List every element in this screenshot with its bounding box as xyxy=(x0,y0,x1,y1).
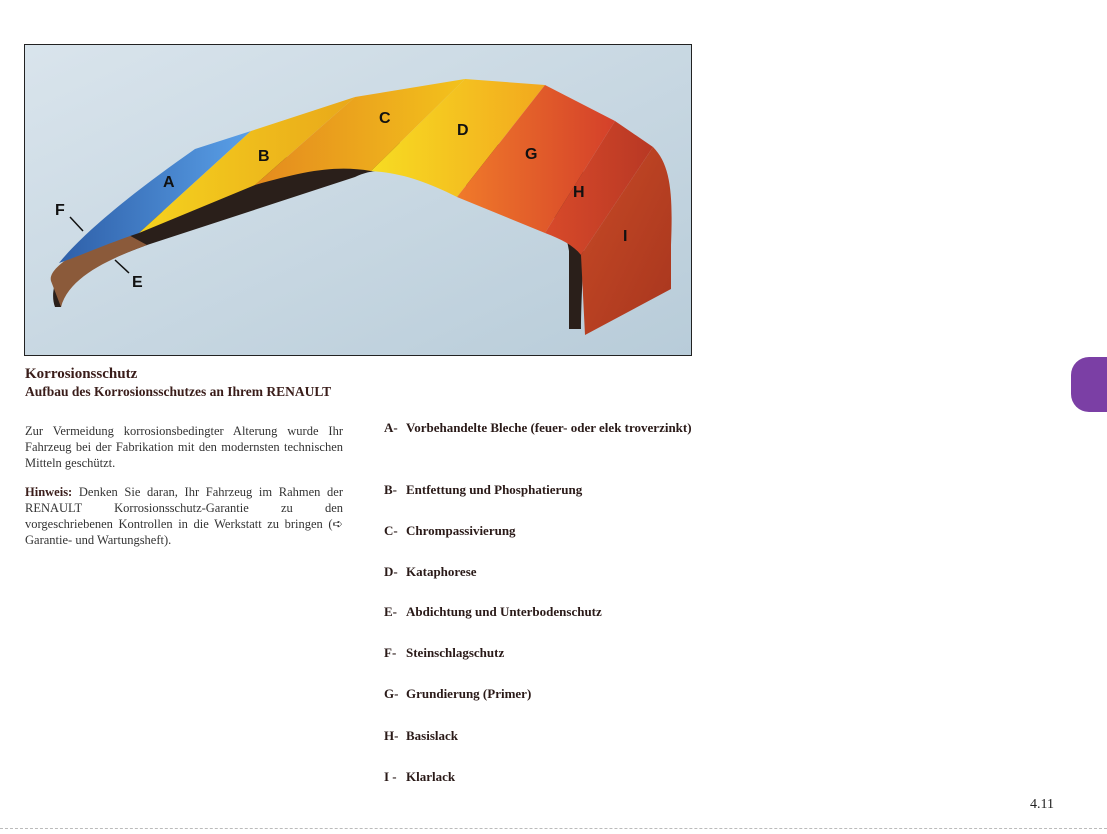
legend-text: Abdichtung und Unterbodenschutz xyxy=(406,604,602,619)
figure-label-d: D xyxy=(457,122,469,139)
legend-item-b xyxy=(384,480,704,500)
figure-label-a: A xyxy=(163,174,175,191)
section-title: Korrosionsschutz xyxy=(25,366,138,382)
legend-key: G- xyxy=(384,686,399,701)
note-paragraph xyxy=(25,484,343,548)
note-body: Denken Sie daran, Ihr Fahrzeug im Rahmen der RENAULT Korrosionsschutz-Garantie zu den vorgeschriebenen Kontrollen in die Werkstatt zu bringen (➪ Garantie- und Wartungsheft). xyxy=(25,485,343,547)
legend-text: Grundierung (Primer) xyxy=(406,686,532,701)
layer-diagram xyxy=(25,45,692,356)
section-tab xyxy=(1071,357,1107,412)
legend-key: B- xyxy=(384,482,397,497)
legend-item-d xyxy=(384,562,704,582)
legend-text: Chrompassivierung xyxy=(406,523,516,538)
figure-label-c: C xyxy=(379,110,391,127)
figure-label-b: B xyxy=(258,148,270,165)
legend-key: H- xyxy=(384,728,399,743)
legend-item-i xyxy=(384,767,704,787)
legend-text: Basislack xyxy=(406,728,459,743)
legend-item-f xyxy=(384,643,704,663)
legend-item-h xyxy=(384,726,704,746)
figure-label-h: H xyxy=(573,184,585,201)
legend-item-c xyxy=(384,521,704,541)
page-number: 4.11 xyxy=(1030,797,1054,812)
figure-label-e: E xyxy=(132,274,143,291)
bottom-divider xyxy=(0,828,1107,829)
figure-label-g: G xyxy=(525,146,538,163)
legend-text: Steinschlagschutz xyxy=(406,645,505,660)
intro-paragraph: Zur Vermeidung korrosionsbedingter Alterung wurde Ihr Fahrzeug bei der Fabrikation mit den modernsten technischen Mitteln geschützt. xyxy=(25,424,343,470)
figure-label-i: I xyxy=(623,228,628,245)
legend-item-a xyxy=(384,418,704,438)
legend-key: E- xyxy=(384,604,397,619)
legend-key: I - xyxy=(384,769,397,784)
legend-text: Entfettung und Phosphatierung xyxy=(406,482,583,497)
legend-item-g xyxy=(384,684,704,704)
legend-key: C- xyxy=(384,523,398,538)
legend-key: D- xyxy=(384,564,398,579)
legend-text: Kataphorese xyxy=(406,564,477,579)
section-subtitle: Aufbau des Korrosionsschutzes an Ihrem RENAULT xyxy=(25,384,332,399)
legend-text: Vorbehandelte Bleche (feuer- oder elek troverzinkt) xyxy=(406,420,692,435)
note-label: Hinweis: xyxy=(25,485,73,499)
legend-key: F- xyxy=(384,645,397,660)
legend-text: Klarlack xyxy=(406,769,456,784)
legend-item-e xyxy=(384,602,704,622)
figure-label-f: F xyxy=(55,202,65,219)
corrosion-layers-figure xyxy=(24,44,692,356)
legend-key: A- xyxy=(384,420,398,435)
